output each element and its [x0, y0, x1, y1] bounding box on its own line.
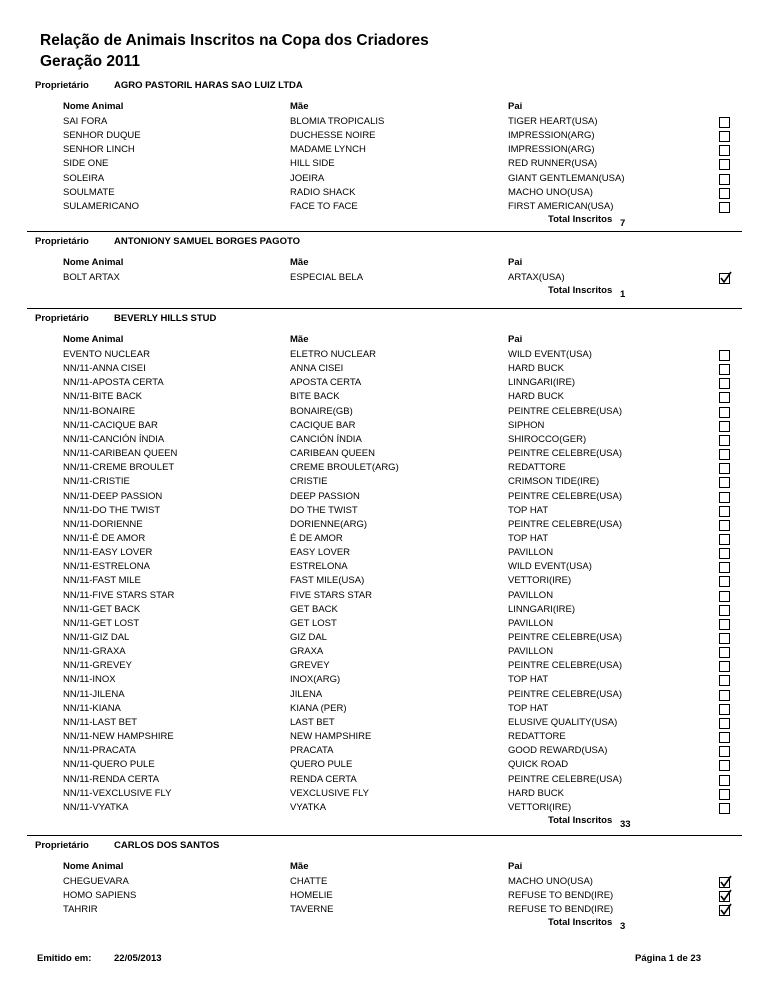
sire-name: PAVILLON: [508, 646, 554, 658]
dam-name: DUCHESSE NOIRE: [290, 130, 376, 142]
sire-name: VETTORI(IRE): [508, 801, 572, 813]
sire-name: HARD BUCK: [508, 391, 564, 403]
dam-name: JOEIRA: [290, 172, 325, 184]
entry-checkbox[interactable]: [719, 174, 730, 185]
table-row: [0, 603, 768, 617]
animal-name: NN/11-FAST MILE: [63, 575, 141, 587]
column-header-dam: Mãe: [290, 861, 309, 872]
animal-name: NN/11-APOSTA CERTA: [63, 377, 164, 389]
total-label: Total Inscritos: [548, 285, 613, 297]
dam-name: INOX(ARG): [290, 674, 341, 686]
column-header-animal: Nome Animal: [63, 861, 124, 872]
table-row: [0, 348, 768, 362]
dam-name: DORIENNE(ARG): [290, 518, 368, 530]
group-separator: [27, 835, 742, 836]
total-count: 33: [620, 818, 631, 830]
table-row: [0, 744, 768, 758]
sire-name: FIRST AMERICAN(USA): [508, 200, 614, 212]
animal-name: NN/11-VYATKA: [63, 801, 129, 813]
table-row: [0, 787, 768, 801]
entry-checkbox[interactable]: [719, 576, 730, 587]
sire-name: PEINTRE CELEBRE(USA): [508, 518, 623, 530]
entry-checkbox[interactable]: [719, 378, 730, 389]
entry-checkbox[interactable]: [719, 891, 730, 902]
table-row: [0, 688, 768, 702]
entry-checkbox[interactable]: [719, 159, 730, 170]
dam-name: VEXCLUSIVE FLY: [290, 787, 370, 799]
table-row: [0, 271, 768, 285]
entry-checkbox[interactable]: [719, 145, 730, 156]
sire-name: PAVILLON: [508, 547, 554, 559]
dam-name: VYATKA: [290, 801, 327, 813]
group-separator: [27, 308, 742, 309]
dam-name: CANCIÓN ÍNDIA: [290, 433, 362, 445]
entry-checkbox[interactable]: [719, 202, 730, 213]
column-header-sire: Pai: [508, 101, 523, 112]
column-header-dam: Mãe: [290, 334, 309, 345]
total-label: Total Inscritos: [548, 214, 613, 226]
table-row: [0, 157, 768, 171]
sire-name: MACHO UNO(USA): [508, 186, 593, 198]
dam-name: GET BACK: [290, 603, 338, 615]
entry-checkbox[interactable]: [719, 477, 730, 488]
table-row: [0, 716, 768, 730]
table-row: [0, 574, 768, 588]
table-row: [0, 490, 768, 504]
table-row: [0, 186, 768, 200]
dam-name: JILENA: [290, 688, 323, 700]
sire-name: TOP HAT: [508, 674, 549, 686]
animal-name: NN/11-KIANA: [63, 702, 121, 714]
sire-name: PEINTRE CELEBRE(USA): [508, 490, 623, 502]
table-row: [0, 546, 768, 560]
entry-checkbox[interactable]: [719, 675, 730, 686]
table-row: [0, 200, 768, 214]
dam-name: ESPECIAL BELA: [290, 272, 364, 283]
check-icon: [719, 875, 732, 888]
owner-label: Proprietário: [35, 80, 89, 91]
sire-name: SIPHON: [508, 419, 545, 431]
report-title: Relação de Animais Inscritos na Copa dos Criadores: [40, 32, 429, 49]
dam-name: MADAME LYNCH: [290, 144, 366, 156]
animal-name: NN/11-BITE BACK: [63, 391, 143, 403]
owner-label: Proprietário: [35, 313, 89, 324]
owner-line: [35, 80, 735, 94]
sire-name: LINNGARI(IRE): [508, 377, 576, 389]
sire-name: IMPRESSION(ARG): [508, 144, 595, 156]
table-row: [0, 730, 768, 744]
column-header-animal: Nome Animal: [63, 334, 124, 345]
entry-checkbox[interactable]: [719, 273, 730, 284]
table-row: [0, 702, 768, 716]
entry-checkbox[interactable]: [719, 605, 730, 616]
sire-name: PEINTRE CELEBRE(USA): [508, 660, 623, 672]
table-row: [0, 362, 768, 376]
total-count: 1: [620, 289, 626, 301]
entry-checkbox[interactable]: [719, 718, 730, 729]
dam-name: GIZ DAL: [290, 632, 327, 643]
entry-checkbox[interactable]: [719, 534, 730, 545]
sire-name: ELUSIVE QUALITY(USA): [508, 716, 618, 728]
animal-name: NN/11-NEW HAMPSHIRE: [63, 731, 174, 743]
dam-name: DO THE TWIST: [290, 504, 358, 516]
table-row: [0, 673, 768, 687]
sire-name: PEINTRE CELEBRE(USA): [508, 688, 623, 700]
dam-name: BITE BACK: [290, 391, 340, 403]
entry-checkbox[interactable]: [719, 690, 730, 701]
animal-name: NN/11-INOX: [63, 674, 116, 686]
table-row: [0, 518, 768, 532]
total-line: [0, 285, 768, 299]
animal-name: NN/11-DEEP PASSION: [63, 490, 163, 502]
sire-name: HARD BUCK: [508, 787, 564, 799]
entry-checkbox[interactable]: [719, 877, 730, 888]
animal-name: NN/11-CREME BROULET: [63, 462, 175, 474]
animal-name: SOLEIRA: [63, 172, 105, 184]
animal-name: CHEGUEVARA: [63, 876, 129, 887]
table-row: [0, 532, 768, 546]
animal-name: NN/11-CANCIÓN ÍNDIA: [63, 433, 165, 445]
animal-name: HOMO SAPIENS: [63, 890, 137, 902]
table-row: [0, 631, 768, 645]
animal-name: NN/11-GREVEY: [63, 660, 132, 672]
animal-name: NN/11-PRACATA: [63, 745, 136, 757]
owner-label: Proprietário: [35, 236, 89, 247]
sire-name: QUICK ROAD: [508, 759, 569, 771]
entry-checkbox[interactable]: [719, 633, 730, 644]
sire-name: RED RUNNER(USA): [508, 158, 598, 170]
total-count: 7: [620, 218, 626, 230]
sire-name: ARTAX(USA): [508, 272, 565, 283]
owner-name: ANTONIONY SAMUEL BORGES PAGOTO: [114, 236, 300, 247]
sire-name: REFUSE TO BEND(IRE): [508, 890, 614, 902]
sire-name: PAVILLON: [508, 589, 554, 601]
sire-name: PAVILLON: [508, 617, 554, 629]
dam-name: ANNA CISEI: [290, 363, 344, 375]
dam-name: RENDA CERTA: [290, 773, 357, 785]
sire-name: PEINTRE CELEBRE(USA): [508, 632, 623, 643]
entry-checkbox[interactable]: [719, 131, 730, 142]
entry-checkbox[interactable]: [719, 746, 730, 757]
table-row: [0, 419, 768, 433]
entry-checkbox[interactable]: [719, 704, 730, 715]
table-row: [0, 889, 768, 903]
entry-checkbox[interactable]: [719, 188, 730, 199]
sire-name: GOOD REWARD(USA): [508, 745, 608, 757]
dam-name: HILL SIDE: [290, 158, 335, 170]
entry-checkbox[interactable]: [719, 463, 730, 474]
table-row: [0, 405, 768, 419]
table-row: [0, 376, 768, 390]
entry-checkbox[interactable]: [719, 364, 730, 375]
animal-name: SIDE ONE: [63, 158, 109, 170]
table-row: [0, 390, 768, 404]
dam-name: PRACATA: [290, 745, 334, 757]
column-header-animal: Nome Animal: [63, 257, 124, 268]
dam-name: APOSTA CERTA: [290, 377, 362, 389]
dam-name: FAST MILE(USA): [290, 575, 365, 587]
owner-line: [35, 840, 735, 854]
dam-name: CHATTE: [290, 876, 328, 887]
dam-name: DEEP PASSION: [290, 490, 360, 502]
sire-name: HARD BUCK: [508, 363, 564, 375]
animal-name: NN/11-GET BACK: [63, 603, 141, 615]
total-line: [0, 214, 768, 228]
table-row: [0, 504, 768, 518]
sire-name: LINNGARI(IRE): [508, 603, 576, 615]
total-line: [0, 815, 768, 829]
entry-checkbox[interactable]: [719, 803, 730, 814]
animal-name: NN/11-ESTRELONA: [63, 561, 150, 573]
dam-name: ESTRELONA: [290, 561, 348, 573]
issued-date: 22/05/2013: [114, 953, 162, 964]
dam-name: GRAXA: [290, 646, 324, 658]
animal-name: NN/11-CACIQUE BAR: [63, 419, 158, 431]
dam-name: RADIO SHACK: [290, 186, 356, 198]
dam-name: FACE TO FACE: [290, 200, 358, 212]
table-row: [0, 589, 768, 603]
animal-name: EVENTO NUCLEAR: [63, 349, 150, 360]
table-row: [0, 475, 768, 489]
animal-name: SOULMATE: [63, 186, 115, 198]
entry-checkbox[interactable]: [719, 435, 730, 446]
table-row: [0, 560, 768, 574]
table-row: [0, 129, 768, 143]
animal-name: NN/11-LAST BET: [63, 716, 138, 728]
column-header-dam: Mãe: [290, 257, 309, 268]
sire-name: PEINTRE CELEBRE(USA): [508, 773, 623, 785]
animal-name: BOLT ARTAX: [63, 272, 120, 283]
entry-checkbox[interactable]: [719, 492, 730, 503]
sire-name: GIANT GENTLEMAN(USA): [508, 172, 625, 184]
report-subtitle: Geração 2011: [40, 53, 140, 70]
sire-name: CRIMSON TIDE(IRE): [508, 476, 600, 488]
entry-checkbox[interactable]: [719, 647, 730, 658]
animal-name: NN/11-DO THE TWIST: [63, 504, 161, 516]
animal-name: NN/11-EASY LOVER: [63, 547, 153, 559]
entry-checkbox[interactable]: [719, 619, 730, 630]
animal-name: NN/11-JILENA: [63, 688, 125, 700]
dam-name: QUERO PULE: [290, 759, 353, 771]
table-row: [0, 659, 768, 673]
table-row: [0, 172, 768, 186]
sire-name: PEINTRE CELEBRE(USA): [508, 405, 623, 417]
total-label: Total Inscritos: [548, 917, 613, 929]
column-header-sire: Pai: [508, 334, 523, 345]
entry-checkbox[interactable]: [719, 421, 730, 432]
dam-name: CRISTIE: [290, 476, 328, 488]
sire-name: IMPRESSION(ARG): [508, 130, 595, 142]
animal-name: SULAMERICANO: [63, 200, 140, 212]
dam-name: CACIQUE BAR: [290, 419, 356, 431]
animal-name: NN/11-CRISTIE: [63, 476, 130, 488]
animal-name: NN/11-DORIENNE: [63, 518, 143, 530]
sire-name: TIGER HEART(USA): [508, 116, 598, 127]
animal-name: SAI FORA: [63, 116, 108, 127]
table-row: [0, 875, 768, 889]
animal-name: NN/11-GIZ DAL: [63, 632, 130, 643]
dam-name: GREVEY: [290, 660, 330, 672]
sire-name: REDATTORE: [508, 731, 566, 743]
sire-name: TOP HAT: [508, 702, 549, 714]
animal-name: NN/11-GET LOST: [63, 617, 140, 629]
animal-name: TAHRIR: [63, 904, 98, 916]
entry-checkbox[interactable]: [719, 407, 730, 418]
total-label: Total Inscritos: [548, 814, 613, 826]
entry-checkbox[interactable]: [719, 350, 730, 361]
animal-name: NN/11-É DE AMOR: [63, 532, 146, 544]
check-icon: [719, 903, 732, 916]
animal-name: NN/11-BONAIRE: [63, 405, 136, 417]
entry-checkbox[interactable]: [719, 775, 730, 786]
sire-name: PEINTRE CELEBRE(USA): [508, 448, 623, 460]
column-header-animal: Nome Animal: [63, 101, 124, 112]
animal-name: SENHOR DUQUE: [63, 130, 141, 142]
sire-name: SHIROCCO(GER): [508, 433, 587, 445]
table-row: [0, 617, 768, 631]
column-header-sire: Pai: [508, 861, 523, 872]
entry-checkbox[interactable]: [719, 789, 730, 800]
dam-name: ELETRO NUCLEAR: [290, 349, 377, 360]
owner-label: Proprietário: [35, 840, 89, 851]
animal-name: NN/11-RENDA CERTA: [63, 773, 160, 785]
entry-checkbox[interactable]: [719, 760, 730, 771]
owner-name: AGRO PASTORIL HARAS SAO LUIZ LTDA: [114, 80, 303, 91]
sire-name: TOP HAT: [508, 504, 549, 516]
table-row: [0, 461, 768, 475]
owner-name: BEVERLY HILLS STUD: [114, 313, 217, 324]
dam-name: NEW HAMPSHIRE: [290, 731, 372, 743]
entry-checkbox[interactable]: [719, 661, 730, 672]
dam-name: É DE AMOR: [290, 532, 343, 544]
sire-name: WILD EVENT(USA): [508, 561, 592, 573]
total-count: 3: [620, 921, 626, 933]
column-header-dam: Mãe: [290, 101, 309, 112]
check-icon: [719, 889, 732, 902]
dam-name: TAVERNE: [290, 904, 334, 916]
dam-name: KIANA (PER): [290, 702, 347, 714]
table-row: [0, 433, 768, 447]
animal-name: NN/11-FIVE STARS STAR: [63, 589, 175, 601]
table-row: [0, 447, 768, 461]
dam-name: EASY LOVER: [290, 547, 351, 559]
sire-name: WILD EVENT(USA): [508, 349, 592, 360]
animal-name: NN/11-GRAXA: [63, 646, 126, 658]
animal-name: NN/11-ANNA CISEI: [63, 363, 146, 375]
sire-name: REFUSE TO BEND(IRE): [508, 904, 614, 916]
table-row: [0, 645, 768, 659]
dam-name: BLOMIA TROPICALIS: [290, 116, 385, 127]
table-row: [0, 143, 768, 157]
entry-checkbox[interactable]: [719, 562, 730, 573]
dam-name: GET LOST: [290, 617, 337, 629]
total-line: [0, 917, 768, 931]
dam-name: FIVE STARS STAR: [290, 589, 372, 601]
sire-name: REDATTORE: [508, 462, 566, 474]
entry-checkbox[interactable]: [719, 591, 730, 602]
animal-name: NN/11-CARIBEAN QUEEN: [63, 448, 178, 460]
page-number: Página 1 de 23: [635, 953, 702, 964]
owner-name: CARLOS DOS SANTOS: [114, 840, 220, 851]
entry-checkbox[interactable]: [719, 548, 730, 559]
table-row: [0, 801, 768, 815]
entry-checkbox[interactable]: [719, 732, 730, 743]
check-icon: [719, 271, 732, 284]
animal-name: SENHOR LINCH: [63, 144, 135, 156]
animal-name: NN/11-VEXCLUSIVE FLY: [63, 787, 172, 799]
entry-checkbox[interactable]: [719, 117, 730, 128]
table-row: [0, 758, 768, 772]
animal-name: NN/11-QUERO PULE: [63, 759, 155, 771]
issued-label: Emitido em:: [37, 953, 92, 964]
table-row: [0, 115, 768, 129]
table-row: [0, 903, 768, 917]
sire-name: TOP HAT: [508, 532, 549, 544]
entry-checkbox[interactable]: [719, 520, 730, 531]
sire-name: VETTORI(IRE): [508, 575, 572, 587]
sire-name: MACHO UNO(USA): [508, 876, 593, 887]
dam-name: LAST BET: [290, 716, 335, 728]
dam-name: CREME BROULET(ARG): [290, 462, 399, 474]
dam-name: CARIBEAN QUEEN: [290, 448, 375, 460]
dam-name: BONAIRE(GB): [290, 405, 353, 417]
entry-checkbox[interactable]: [719, 392, 730, 403]
dam-name: HOMELIE: [290, 890, 333, 902]
group-separator: [27, 231, 742, 232]
owner-line: [35, 236, 735, 250]
column-header-sire: Pai: [508, 257, 523, 268]
owner-line: [35, 313, 735, 327]
entry-checkbox[interactable]: [719, 449, 730, 460]
table-row: [0, 773, 768, 787]
entry-checkbox[interactable]: [719, 905, 730, 916]
entry-checkbox[interactable]: [719, 506, 730, 517]
